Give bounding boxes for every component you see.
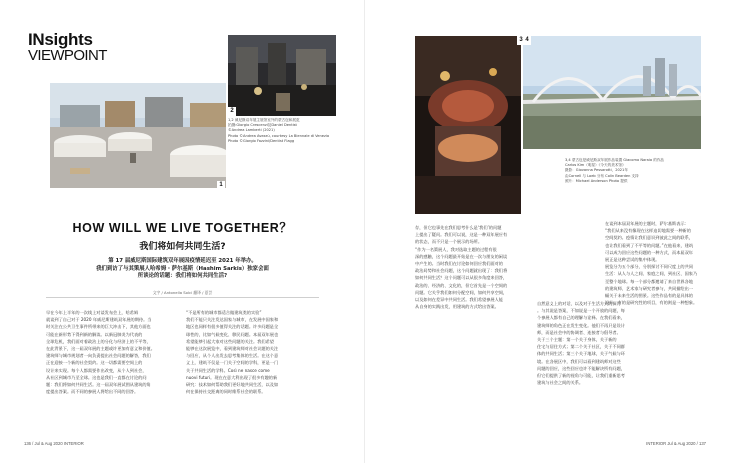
article-title-chinese: 我们将如何共同生活? bbox=[139, 242, 226, 252]
body-line: 境。在各展区中，我们可以看到建筑师对这些 bbox=[537, 358, 621, 364]
body-line: 的建筑师、艺术家与研究者参与，共同描绘出一 bbox=[605, 285, 693, 291]
body-line: 与回应，从个人出发去思考集体的生活。在这个意 bbox=[186, 353, 279, 359]
body-column-4 bbox=[537, 300, 655, 386]
article-title-english: HOW WILL WE LIVE TOGETHER？ bbox=[72, 221, 293, 235]
body-line: 自然意义上的对话，以及对于生活方式的探讨 bbox=[537, 301, 621, 306]
photo-number-1: 1 bbox=[217, 181, 225, 190]
masthead-insights: INsights bbox=[28, 30, 93, 49]
body-column-3 bbox=[415, 224, 533, 310]
body-line: 师，而是社会中的协调者、连接者与倡导者。 bbox=[537, 329, 621, 335]
installation-image bbox=[415, 36, 521, 214]
photo-yurts bbox=[50, 83, 226, 188]
caption-line: Carlos Kim（明星）《今天的美术馆》 bbox=[565, 163, 626, 168]
body-line: 生活：从人与人之间、家庭之间，到社区、国家乃 bbox=[605, 271, 698, 277]
body-line: 的状态，而不只是一个展示的场所。 bbox=[415, 239, 483, 245]
body-line: 我们不能只关注发达国家与城市，在发展中国家和 bbox=[186, 317, 279, 323]
body-line: 从社区到城市乃至全球。这也是我们一直都在讨论的问 bbox=[46, 374, 147, 380]
body-line: 从自身的实践出发，用建筑的方式给出答案。 bbox=[415, 304, 499, 310]
caption-line: 拍摄:Giorgio Crescenzi及Daniel Dentist bbox=[228, 123, 297, 128]
body-line: 在此背景下，这一届双年展的主题或许更加有意义和价值。 bbox=[46, 346, 155, 352]
right-page bbox=[365, 0, 730, 463]
caption-line: ©Andrea Lamberti (2021) bbox=[228, 128, 275, 133]
body-line: 展览分为五个部分，分别探讨不同尺度上的共同 bbox=[605, 264, 693, 270]
body-line: 研究：技术如何帮助我们更好地共同生活，以及如 bbox=[186, 382, 279, 388]
caption-line: 摄影：Giovanna Pessarotti，2021年 bbox=[565, 168, 628, 173]
body-column-5 bbox=[605, 220, 705, 306]
intro-line: 我们到访了与其策展人哈希姆・萨尔基斯（Hashim Sarkis）独家会面 bbox=[96, 265, 269, 272]
body-line: 早在今年上半年的一次线上对谈发布会上，哈希姆 bbox=[46, 310, 139, 315]
body-line: 个参展人都有自己的理解与诠释。在我们看来， bbox=[537, 315, 625, 321]
body-line: 至整个地球。每一个部分都邀请了来自世界各地 bbox=[605, 278, 693, 284]
body-line: 存，但它也事先在我们思考什么是‘我们’的问题 bbox=[415, 225, 502, 230]
body-line: 设计，有的是研究性的项目，有的则是一种想象。 bbox=[605, 300, 698, 306]
body-line: 。与其说是答案，不如说是一个开放的问题，每 bbox=[537, 308, 625, 314]
caption-line: Photo ©Andrea Avezzù, courtesy La Biennale di Venezia bbox=[228, 133, 330, 138]
caption-line: Photo ©Giorgio Fazzini/Dentist Flagg bbox=[228, 138, 295, 143]
body-line: “作为一名策展人，我对选取主题的过程有很 bbox=[415, 246, 497, 252]
body-line: 政治局势和社会问题，这个问题就出现了：我们将 bbox=[415, 268, 508, 274]
body-line: 体的共同生活；第三个关于地球，关于气候与环 bbox=[537, 351, 625, 357]
bridge-image bbox=[523, 36, 701, 149]
body-line: 政治的、经济的、文化的，但它首先是一个空间的 bbox=[415, 282, 508, 288]
byline: 文字 / Antonella Solci 翻译 / 夏芸 bbox=[152, 290, 213, 295]
body-line: 关于三个主题：第一个关于身体，关于新的 bbox=[537, 337, 617, 343]
body-line: “不是所有的城市都适合做建筑类的实验” bbox=[186, 310, 262, 315]
photo-night-street bbox=[228, 35, 336, 116]
photo-number-4: 4 bbox=[523, 36, 531, 45]
body-column-1 bbox=[46, 309, 177, 395]
body-line: 但它们提供了新的视角与可能，让我们重新思考 bbox=[537, 373, 625, 379]
caption-line: 由Cornell 与 Loeb 分布 Colin Bearden 支持 bbox=[565, 173, 639, 178]
intro-line: 所谈论的话题：我们将如何共同生活? bbox=[137, 273, 228, 280]
photo-installation bbox=[415, 36, 521, 214]
body-line: 就谈到了自己对于 2020 年威尼斯建筑双年展的期待。当 bbox=[46, 317, 152, 323]
caption-line: 3,4 蒙古包是威尼斯双年展作品装置 Giacomo Naraia 的作品 bbox=[565, 158, 665, 162]
body-line: 正在迎接一个新的社会契约。这一切都需要空间上的 bbox=[46, 360, 143, 366]
folio-right: INTERIOR Jul & Aug 2020 / 137 bbox=[646, 441, 706, 446]
body-line: 义上，建筑不仅是一门关于空间的学科，更是一门 bbox=[186, 360, 279, 366]
body-line: 在谈到本届双年展的主题时，萨尔基斯表示： bbox=[605, 221, 689, 226]
body-line: nuovi futuri。现在在意大利出现了很多有趣的新 bbox=[186, 374, 278, 380]
body-line: 可能在新形势下得到新的解读。以新冠肺炎为代表的 bbox=[46, 331, 143, 337]
body-line: 展正是这种尝试的集中体现。 bbox=[605, 257, 660, 263]
body-line: 中产生的。当时我们在讨论如何回应我们面对的 bbox=[415, 261, 503, 267]
body-line: 全球危机，我们面对着政治上的分化与经济上的不平等， bbox=[46, 338, 151, 344]
body-line: “我们从来没有像现在这样迫切地需要一种新的 bbox=[605, 228, 691, 234]
photo-bridge bbox=[523, 36, 701, 149]
caption-photos-3-4 bbox=[565, 158, 664, 184]
folio-left: 136 / Jul & Aug 2020 INTERIOR bbox=[24, 441, 84, 446]
body-line: 以及如何在差异中共同生活。我们希望参展人能 bbox=[415, 297, 503, 303]
body-line: 可以成为回应这些问题的一种方式，而本届双年 bbox=[605, 249, 693, 255]
body-line: 如何共同生活？这个问题可以从很多角度来回答， bbox=[415, 275, 508, 281]
body-line: 能够在这次展览中，看到建筑师对社会议题的关注 bbox=[186, 346, 279, 352]
body-line: 也让我们看到了不平等的问题。”在他看来，建筑 bbox=[605, 242, 694, 248]
body-line: 度提出答案。而不同的参展人将给出不同的回答。 bbox=[46, 389, 139, 395]
body-line: 时关注在公共卫生事件所带来的巨大冲击下，其他方面也 bbox=[46, 324, 151, 330]
photo-number-2: 2 bbox=[228, 107, 236, 116]
body-line: 幅关于未来生活的图景。这些作品有的是具体的 bbox=[605, 293, 693, 299]
intro-line: 第 17 届威尼斯国际建筑双年展因疫情延迟至 2021 年举办。 bbox=[108, 258, 257, 264]
yurt-scene-image bbox=[50, 83, 226, 188]
body-line: 深的感触，这个问题最开始是在一次与朋友的闲谈 bbox=[415, 253, 508, 259]
caption-photos-1-2 bbox=[228, 118, 329, 144]
article-intro bbox=[40, 258, 325, 281]
night-street-image bbox=[228, 35, 336, 116]
body-line: 球性的，比如气候变化、移民问题。本届双年展也 bbox=[186, 331, 279, 337]
body-line: 希望能够引起大家对这些问题的关注。我们希望 bbox=[186, 338, 274, 344]
caption-line: 1,2 威尼斯双年展主展馆室外的蒙古包和展览 bbox=[228, 118, 300, 122]
body-line: 关于共同生活的学科。Così ne nasce come bbox=[186, 367, 270, 373]
body-line: 地区也同样有很多值得关注的话题。许多问题是全 bbox=[186, 324, 279, 330]
body-line: 建筑师与城市规划者一向负责提出社会问题的解答，我们 bbox=[46, 353, 151, 359]
body-line: 上提出了疑问。我们可以说，这是一种双年展应有 bbox=[415, 232, 508, 238]
caption-line: 照片：Michael Anderson Photo 提供 bbox=[565, 178, 628, 183]
body-line: 问题。它关乎我们如何分配空间，如何共享空间， bbox=[415, 289, 508, 295]
body-line: 建筑师的角色正在发生变化。他们不再只是设计 bbox=[537, 322, 625, 328]
masthead bbox=[28, 32, 107, 63]
body-line: 设计来实现。每个人都需要作出改变，从个人到社会， bbox=[46, 367, 147, 373]
body-line: 题：我们将如何共同生活。这一届双年展试图从建筑的角 bbox=[46, 382, 151, 388]
body-line: 问题的回应，这些回应也许不能解决所有问题， bbox=[537, 365, 625, 371]
body-line: 空间契约。疫情让我们意识到彼此之间的联系， bbox=[605, 235, 693, 241]
body-line: 住宅与居住方式；第二个关于社区，关于不同群 bbox=[537, 344, 625, 350]
body-line: 何在保持社交距离的同时维系社会的联系。 bbox=[186, 389, 266, 395]
body-line: 建筑与社会之间的关系。 bbox=[537, 380, 584, 386]
masthead-viewpoint: VIEWPOINT bbox=[28, 47, 107, 64]
divider bbox=[46, 297, 319, 298]
photo-number-3: 3 bbox=[517, 36, 525, 45]
body-column-2 bbox=[186, 309, 317, 395]
